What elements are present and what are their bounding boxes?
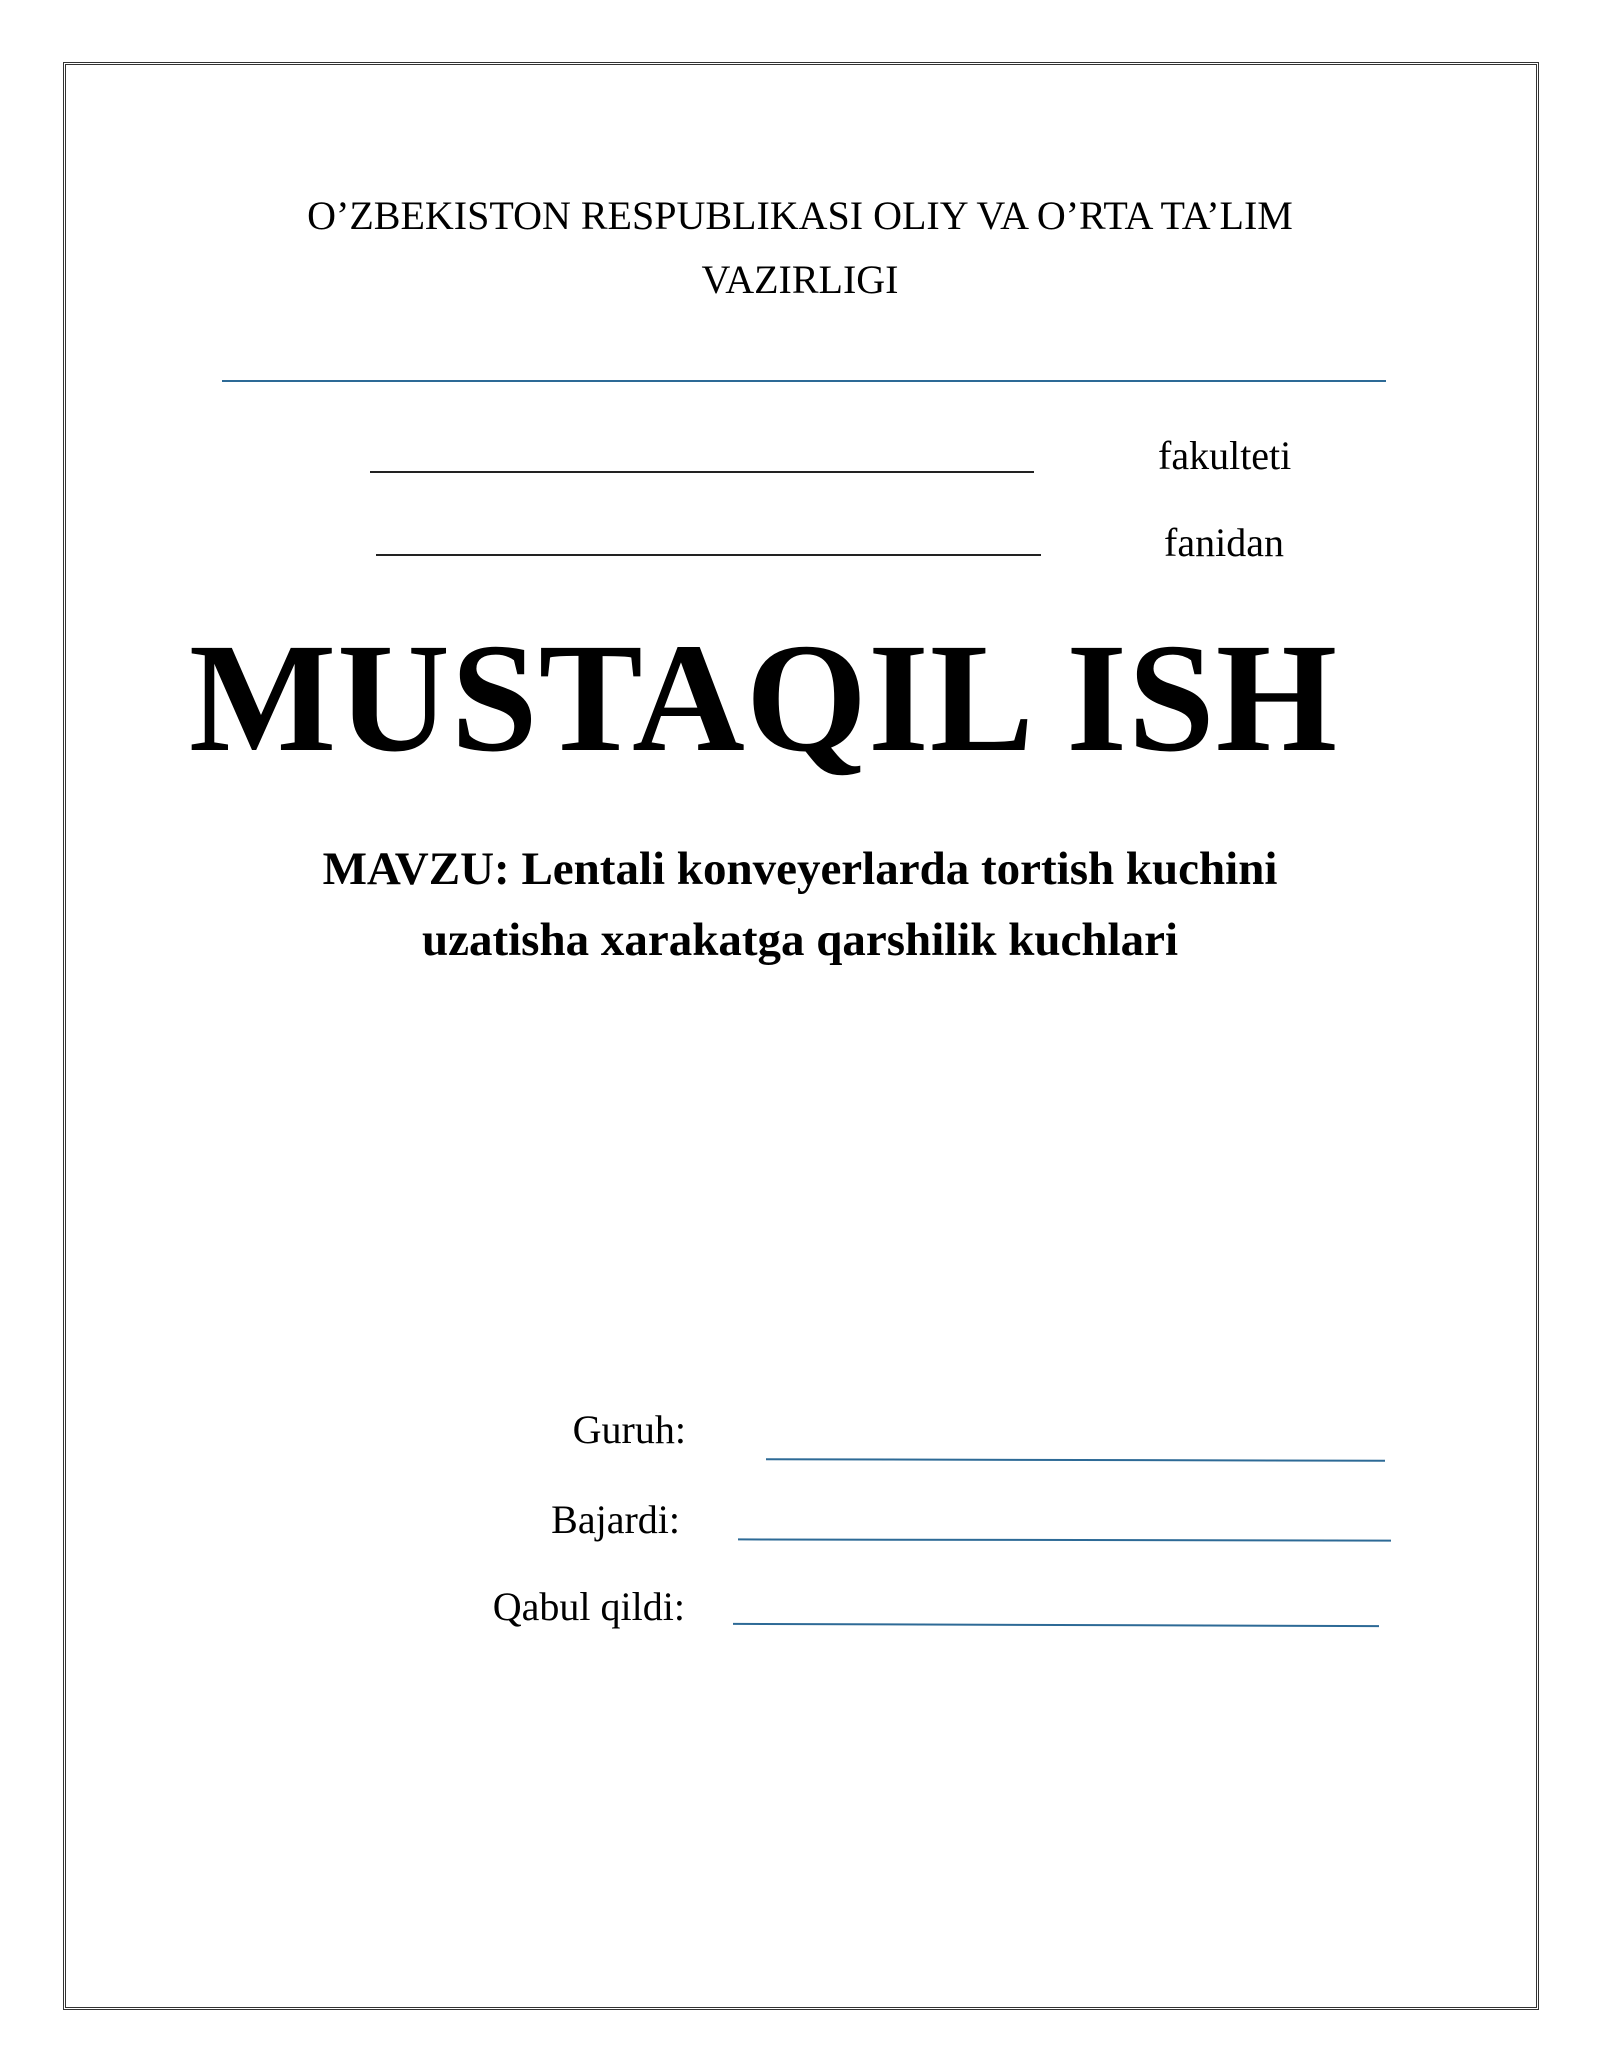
accepted-by-label: Qabul qildi: bbox=[492, 1584, 685, 1629]
subject-blank-line[interactable] bbox=[376, 554, 1041, 556]
ministry-header-line1: O’ZBEKISTON RESPUBLIKASI OLIY VA O’RTA TA’LIM bbox=[307, 193, 1293, 238]
document-title: MUSTAQIL ISH bbox=[189, 611, 1339, 784]
done-by-label: Bajardi: bbox=[551, 1497, 680, 1542]
group-label: Guruh: bbox=[572, 1407, 686, 1452]
faculty-blank-line[interactable] bbox=[370, 471, 1034, 473]
topic-line2: uzatisha xarakatga qarshilik kuchlari bbox=[421, 914, 1179, 966]
ministry-header-line2: VAZIRLIGI bbox=[701, 257, 899, 302]
faculty-label: fakulteti bbox=[1158, 433, 1292, 478]
page-border bbox=[63, 62, 1539, 2010]
university-blank-line[interactable] bbox=[222, 380, 1386, 382]
topic-line1: MAVZU: Lentali konveyerlarda tortish kuchini bbox=[322, 843, 1278, 895]
subject-label: fanidan bbox=[1164, 520, 1284, 565]
